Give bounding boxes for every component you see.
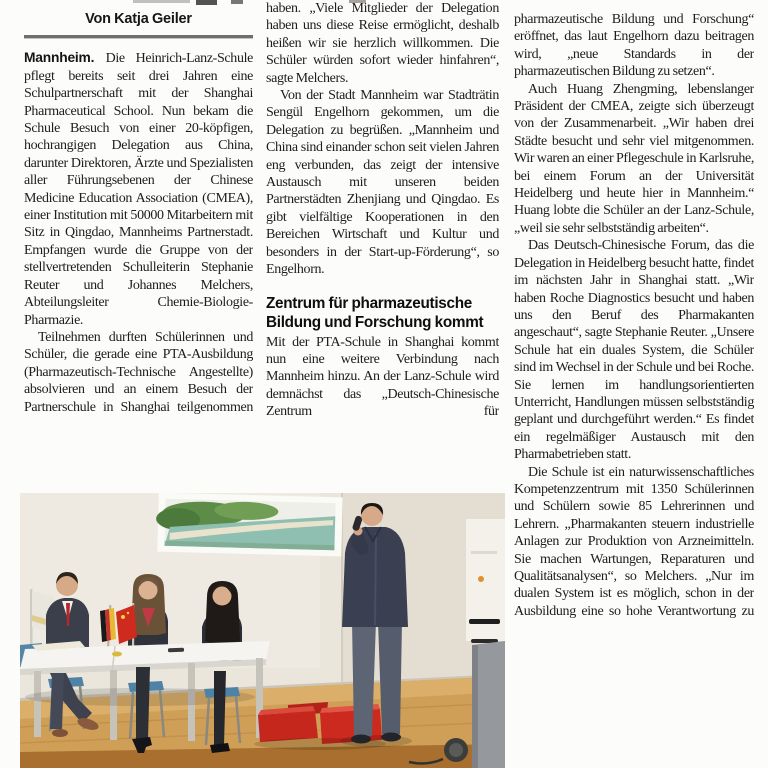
flipchart: [466, 519, 505, 643]
article-paragraph: Auch Huang Zhengming, lebenslanger Präsident der CMEA, zeigte sich überzeugt von der Zusammenarbeit. „Wir haben drei Städte besucht und sehr viel mitgenommen. Wir waren an einer Pflegeschule in Karlsruhe, bei einem Forum an der Universität Heidelberg und heute hier in Mannheim.“ Huang lobte die Schüler an der Lanz-Schule, „weil sie sehr selbstständig arbeiten“.: [514, 81, 754, 236]
yellow-object: [112, 652, 122, 657]
location-lead: Mannheim.: [24, 50, 106, 66]
trousers: [352, 621, 376, 736]
woman1-legs: [136, 667, 150, 739]
grey-pedestal: [472, 641, 505, 768]
photo-illustration: [20, 493, 505, 768]
byline-rule: [24, 35, 253, 39]
article-photo: [20, 493, 505, 768]
article-paragraph: pharmazeutische Bildung und Forschung“ eröffnet, das laut Engelhorn dazu beitragen wird, „neue Standards in der pharmazeutischen Bildung zu setzen“.: [514, 12, 754, 80]
chinese-flag: [116, 605, 137, 644]
shoe: [381, 733, 401, 742]
article-paragraph: Teilnehmen durften Schülerinnen und Schüler, die gerade eine PTA-Ausbildung (Pharmazeutisch-Technische Angestellte) absolvieren und an einem Besuch der Partnerschule in Shanghai teilgenommen: [24, 329, 253, 415]
article-paragraph: haben. „Viele Mitglieder der Delegation haben uns diese Reise ermöglicht, deshalb heißen wir sie herzlich willkommen. Die Schüler würden sofort wieder hinfahren“, sagte Melchers.: [266, 1, 499, 86]
article-paragraph: Das Deutsch-Chinesische Forum, das die Delegation in Heidelberg besucht hatte, findet im nächsten Jahr in Shanghai statt. „Wir haben Roche Diagnostics besucht und haben uns den Beruf des Pharmakanten angeschaut“, sagte Stephanie Reuter. „Unsere Schule hat ein duales System, die Schüler sind im Wechsel in der Schule und bei Roche. Sie lernen im handlungsorientierten Unterricht, Handlungen müssen selbstständig geplant und durchgeführt werden.“ Es findet ein regelmäßiger Austausch mit den Pharmabetrieben statt.: [514, 238, 754, 463]
article-column-1: [24, 0, 253, 483]
article-paragraph: Mannheim. Die Heinrich-Lanz-Schule pflegt bereits seit drei Jahren eine Schulpartnerschaft mit der Shanghai Pharmaceutical School. Nun bekam die Schule Besuch von einer 20-köpfigen, hochrangigen Delegation aus China, darunter Direktoren, Ärzte und Spezialisten aller Führungsebenen der Chinese Medicine Education Association (CMEA), einer Institution mit 50000 Mitarbeitern mit Sitz in Qingdao, Mannheims Partnerstadt. Empfangen wurde die Gruppe von der stellvertretenden Schulleiterin Stephanie Reuter und Johannes Melchers, Abteilungsleiter Chemie-Biologie-Pharmazie.: [24, 50, 253, 328]
projection-screen: [155, 493, 342, 556]
section-subhead: Zentrum für pharmazeutische Bildung und Forschung kommt: [266, 294, 484, 331]
woman2-legs: [214, 671, 226, 745]
article-column-2: [266, 0, 499, 483]
article-column-3: [514, 0, 754, 768]
byline: Von Katja Geiler: [85, 11, 192, 27]
german-flag: [100, 608, 116, 642]
shoe: [351, 735, 371, 744]
article-paragraph: Von der Stadt Mannheim war Stadträtin Sengül Engelhorn gekommen, um die Delegation zu begrüßen. „Mannheim und China sind einander schon seit vielen Jahren eng verbunden, das zeigt der intensive Austausch mit unseren beiden Partnerstädten Zhenjiang und Qingdao. Es gibt vielfältige Kooperationen in den Bereichen Wirtschaft und Kultur und besonders in der Start-up-Förderung“, so Engelhorn.: [266, 88, 499, 278]
article-paragraph: Die Schule ist ein naturwissenschaftliches Kompetenzzentrum mit 1350 Schülerinnen und Schülern sowie 85 Lehrerinnen und Lehrern. „Pharmakanten steuern industrielle Anlagen zur Produktion von Arzneimitteln. Sie machen Wartungen, Reparaturen und Qualitätsanalysen“, so Melchers. „Nur im dualen System ist es möglich, schon in der Ausbildung eine so hohe Verantwortung zu: [514, 464, 754, 619]
phone: [168, 648, 184, 653]
article-paragraph: Mit der PTA-Schule in Shanghai kommt nun eine weitere Verbindung nach Mannheim hinzu. An der Lanz-Schule wird demnächst das „Deutsch-Chinesische Zentrum für: [266, 334, 499, 420]
